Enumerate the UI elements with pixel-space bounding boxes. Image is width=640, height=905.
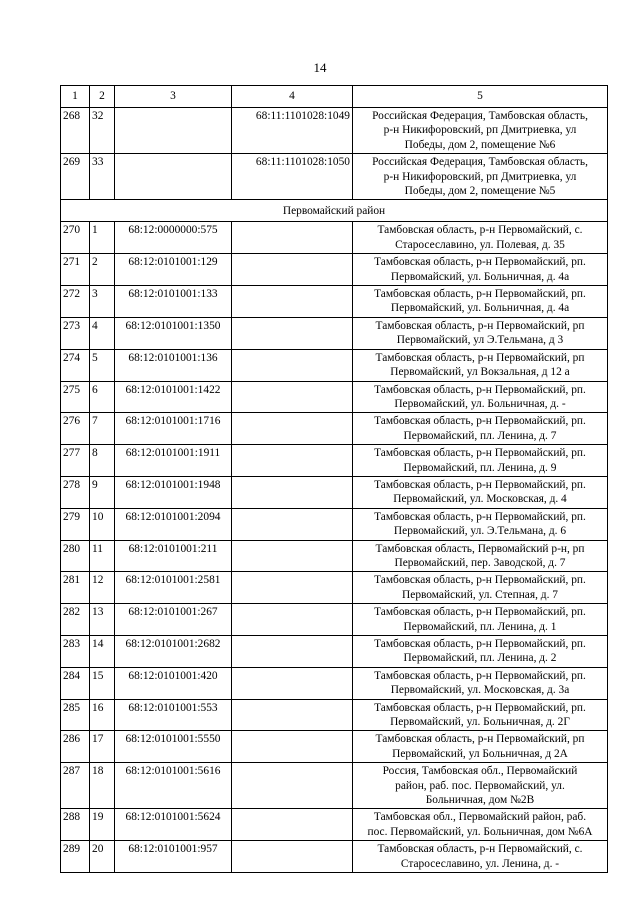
row-number: 274 (61, 349, 90, 381)
address-line: Тамбовская область, р-н Первомайский, рп (375, 319, 585, 332)
cadastral-number: 68:12:0101001:5550 (115, 731, 232, 763)
address-cell (353, 667, 608, 699)
district-row-number: 1 (90, 222, 115, 254)
address-line: Тамбовская область, р-н Первомайский, рп. (374, 510, 586, 523)
cadastral-number-alt (232, 604, 353, 636)
cadastral-number-alt (232, 841, 353, 873)
cadastral-number: 68:12:0101001:2094 (115, 508, 232, 540)
address-cell (353, 731, 608, 763)
cadastral-number-alt (232, 445, 353, 477)
district-row-number: 3 (90, 286, 115, 318)
address-line: Тамбовская обл., Первомайский район, раб. (373, 811, 587, 824)
row-number: 283 (61, 636, 90, 668)
table-row (61, 254, 608, 286)
table-row (61, 349, 608, 381)
cadastral-number-alt: 68:11:1101028:1050 (232, 154, 353, 200)
cadastral-number: 68:12:0101001:1911 (115, 445, 232, 477)
district-row-number: 11 (90, 540, 115, 572)
cadastral-number-alt (232, 667, 353, 699)
address-line: Старосеславино, ул. Полевая, д. 35 (395, 238, 565, 251)
cadastral-number-alt (232, 286, 353, 318)
district-row-number: 17 (90, 731, 115, 763)
row-number: 285 (61, 699, 90, 731)
section-row (61, 200, 608, 222)
cadastral-number: 68:12:0101001:5624 (115, 809, 232, 841)
cadastral-number: 68:12:0101001:1350 (115, 317, 232, 349)
table-row (61, 108, 608, 154)
cadastral-number: 68:12:0101001:1422 (115, 381, 232, 413)
cadastral-number: 68:12:0101001:1716 (115, 413, 232, 445)
district-row-number: 12 (90, 572, 115, 604)
address-cell (353, 763, 608, 809)
district-row-number: 14 (90, 636, 115, 668)
table-row (61, 445, 608, 477)
table-row (61, 381, 608, 413)
district-row-number: 10 (90, 508, 115, 540)
address-line: Тамбовская область, р-н Первомайский, рп (375, 733, 585, 746)
registry-table (60, 85, 608, 873)
cadastral-number: 68:12:0000000:575 (115, 222, 232, 254)
address-line: Первомайский, ул. Степная, д. 7 (402, 588, 558, 601)
address-cell (353, 222, 608, 254)
address-line: Россия, Тамбовская обл., Первомайский (382, 765, 578, 778)
cadastral-number-alt (232, 809, 353, 841)
district-row-number: 8 (90, 445, 115, 477)
row-number: 278 (61, 476, 90, 508)
table-row (61, 286, 608, 318)
address-line: Тамбовская область, р-н Первомайский, рп. (374, 415, 586, 428)
address-line: Тамбовская область, р-н Первомайский, с. (377, 843, 583, 856)
cadastral-number-alt (232, 317, 353, 349)
row-number: 288 (61, 809, 90, 841)
address-cell (353, 154, 608, 200)
table-row (61, 841, 608, 873)
address-line: Тамбовская область, р-н Первомайский, рп. (374, 606, 586, 619)
address-line: р-н Никифоровский, рп Дмитриевка, ул (383, 124, 577, 137)
cadastral-number: 68:12:0101001:136 (115, 349, 232, 381)
address-line: Первомайский, пл. Ленина, д. 7 (403, 429, 557, 442)
cadastral-number: 68:12:0101001:957 (115, 841, 232, 873)
district-row-number: 4 (90, 317, 115, 349)
section-title: Первомайский район (61, 200, 608, 222)
row-number: 282 (61, 604, 90, 636)
column-header: 3 (115, 86, 232, 108)
row-number: 271 (61, 254, 90, 286)
page-number: 14 (313, 60, 327, 75)
table-row (61, 154, 608, 200)
cadastral-number (115, 154, 232, 200)
cadastral-number-alt (232, 763, 353, 809)
table-header-row (61, 86, 608, 108)
address-line: Российская Федерация, Тамбовская область, (372, 110, 588, 122)
row-number: 277 (61, 445, 90, 477)
address-cell (353, 841, 608, 873)
address-line: Первомайский, пер. Заводской, д. 7 (394, 556, 566, 569)
column-header: 4 (232, 86, 353, 108)
cadastral-number: 68:12:0101001:1948 (115, 476, 232, 508)
address-line: Первомайский, ул Э.Тельмана, д 3 (396, 334, 564, 347)
address-cell (353, 108, 608, 154)
row-number: 289 (61, 841, 90, 873)
table-row (61, 731, 608, 763)
cadastral-number-alt (232, 476, 353, 508)
district-row-number: 9 (90, 476, 115, 508)
table-row (61, 667, 608, 699)
district-row-number: 20 (90, 841, 115, 873)
address-line: Тамбовская область, р-н Первомайский, рп. (374, 256, 586, 269)
address-line: Первомайский, ул. Больничная, д. - (394, 397, 566, 410)
row-number: 284 (61, 667, 90, 699)
cadastral-number: 68:12:0101001:553 (115, 699, 232, 731)
row-number: 268 (61, 108, 90, 154)
table-row (61, 763, 608, 809)
row-number: 281 (61, 572, 90, 604)
district-row-number: 6 (90, 381, 115, 413)
table-row (61, 572, 608, 604)
address-line: Тамбовская область, р-н Первомайский, рп. (374, 288, 586, 301)
address-line: Тамбовская область, р-н Первомайский, рп. (374, 638, 586, 650)
district-row-number: 7 (90, 413, 115, 445)
address-line: Победы, дом 2, помещение №6 (404, 138, 556, 151)
address-line: Тамбовская область, р-н Первомайский, рп. (374, 701, 586, 714)
row-number: 276 (61, 413, 90, 445)
district-row-number: 32 (90, 108, 115, 154)
row-number: 279 (61, 508, 90, 540)
address-cell (353, 381, 608, 413)
row-number: 272 (61, 286, 90, 318)
address-cell (353, 540, 608, 572)
cadastral-number-alt (232, 540, 353, 572)
cadastral-number-alt (232, 572, 353, 604)
row-number: 286 (61, 731, 90, 763)
address-line: Тамбовская область, р-н Первомайский, рп. (374, 447, 586, 460)
cadastral-number-alt (232, 731, 353, 763)
address-cell (353, 699, 608, 731)
address-line: Первомайский, ул Вокзальная, д 12 а (390, 366, 570, 379)
cadastral-number: 68:12:0101001:133 (115, 286, 232, 318)
column-header: 2 (90, 86, 115, 108)
cadastral-number: 68:12:0101001:2581 (115, 572, 232, 604)
row-number: 280 (61, 540, 90, 572)
district-row-number: 15 (90, 667, 115, 699)
cadastral-number-alt: 68:11:1101028:1049 (232, 108, 353, 154)
address-line: Первомайский, ул. Больничная, д. 2Г (390, 716, 570, 729)
address-cell (353, 445, 608, 477)
cadastral-number: 68:12:0101001:2682 (115, 636, 232, 668)
cadastral-number-alt (232, 349, 353, 381)
column-header: 1 (61, 86, 90, 108)
address-line: Тамбовская область, р-н Первомайский, рп. (374, 383, 586, 396)
row-number: 269 (61, 154, 90, 200)
table-row (61, 636, 608, 668)
address-line: Больничная, дом №2В (425, 794, 535, 807)
address-line: Тамбовская область, р-н Первомайский, рп (375, 351, 585, 364)
address-cell (353, 572, 608, 604)
address-line: Тамбовская область, р-н Первомайский, рп. (374, 478, 586, 491)
district-row-number: 13 (90, 604, 115, 636)
table-row (61, 604, 608, 636)
table-row (61, 540, 608, 572)
address-line: Первомайский, ул. Московская, д. 4 (393, 493, 567, 506)
row-number: 275 (61, 381, 90, 413)
cadastral-number: 68:12:0101001:129 (115, 254, 232, 286)
address-line: Победы, дом 2, помещение №5 (404, 185, 556, 198)
address-line: Тамбовская область, Первомайский р-н, рп (375, 542, 585, 555)
address-line: Первомайский, ул. Больничная, д. 4а (390, 270, 570, 283)
address-line: Тамбовская область, р-н Первомайский, с. (377, 224, 583, 237)
address-line: Первомайский, ул Больничная, д 2А (392, 747, 568, 760)
address-line: Первомайский, пл. Ленина, д. 1 (403, 620, 557, 633)
cadastral-number-alt (232, 699, 353, 731)
address-line: Тамбовская область, р-н Первомайский, рп. (374, 574, 586, 587)
row-number: 287 (61, 763, 90, 809)
cadastral-number-alt (232, 636, 353, 668)
table-row (61, 809, 608, 841)
address-line: Первомайский, ул. Московская, д. 3а (390, 684, 570, 697)
address-cell (353, 809, 608, 841)
address-line: р-н Никифоровский, рп Дмитриевка, ул (383, 170, 577, 183)
address-line: Первомайский, ул. Больничная, д. 4а (390, 302, 570, 315)
cadastral-number: 68:12:0101001:267 (115, 604, 232, 636)
district-row-number: 2 (90, 254, 115, 286)
cadastral-number-alt (232, 381, 353, 413)
cadastral-number-alt (232, 254, 353, 286)
address-line: пос. Первомайский, ул. Больничная, дом №6А (367, 825, 593, 838)
cadastral-number-alt (232, 508, 353, 540)
cadastral-number: 68:12:0101001:211 (115, 540, 232, 572)
address-cell (353, 636, 608, 668)
cadastral-number-alt (232, 222, 353, 254)
row-number: 273 (61, 317, 90, 349)
district-row-number: 5 (90, 349, 115, 381)
cadastral-number: 68:12:0101001:5616 (115, 763, 232, 809)
table-row (61, 222, 608, 254)
table-row (61, 699, 608, 731)
row-number: 270 (61, 222, 90, 254)
address-cell (353, 476, 608, 508)
district-row-number: 18 (90, 763, 115, 809)
district-row-number: 19 (90, 809, 115, 841)
table-row (61, 508, 608, 540)
address-line: Старосеславино, ул. Ленина, д. - (400, 857, 560, 870)
cadastral-number-alt (232, 413, 353, 445)
district-row-number: 16 (90, 699, 115, 731)
district-row-number: 33 (90, 154, 115, 200)
cadastral-number (115, 108, 232, 154)
address-line: Тамбовская область, р-н Первомайский, рп. (374, 669, 586, 682)
address-line: Первомайский, пл. Ленина, д. 9 (403, 461, 557, 474)
address-cell (353, 604, 608, 636)
address-cell (353, 508, 608, 540)
address-line: Первомайский, пл. Ленина, д. 2 (403, 652, 557, 665)
address-cell (353, 349, 608, 381)
address-line: Первомайский, ул. Э.Тельмана, д. 6 (393, 525, 567, 538)
cadastral-number: 68:12:0101001:420 (115, 667, 232, 699)
table-row (61, 476, 608, 508)
address-cell (353, 413, 608, 445)
address-line: район, раб. пос. Первомайский, ул. (395, 779, 565, 792)
table-row (61, 413, 608, 445)
table-row (61, 317, 608, 349)
address-cell (353, 254, 608, 286)
address-cell (353, 317, 608, 349)
address-cell (353, 286, 608, 318)
column-header: 5 (353, 86, 608, 108)
address-line: Российская Федерация, Тамбовская область, (372, 156, 588, 169)
